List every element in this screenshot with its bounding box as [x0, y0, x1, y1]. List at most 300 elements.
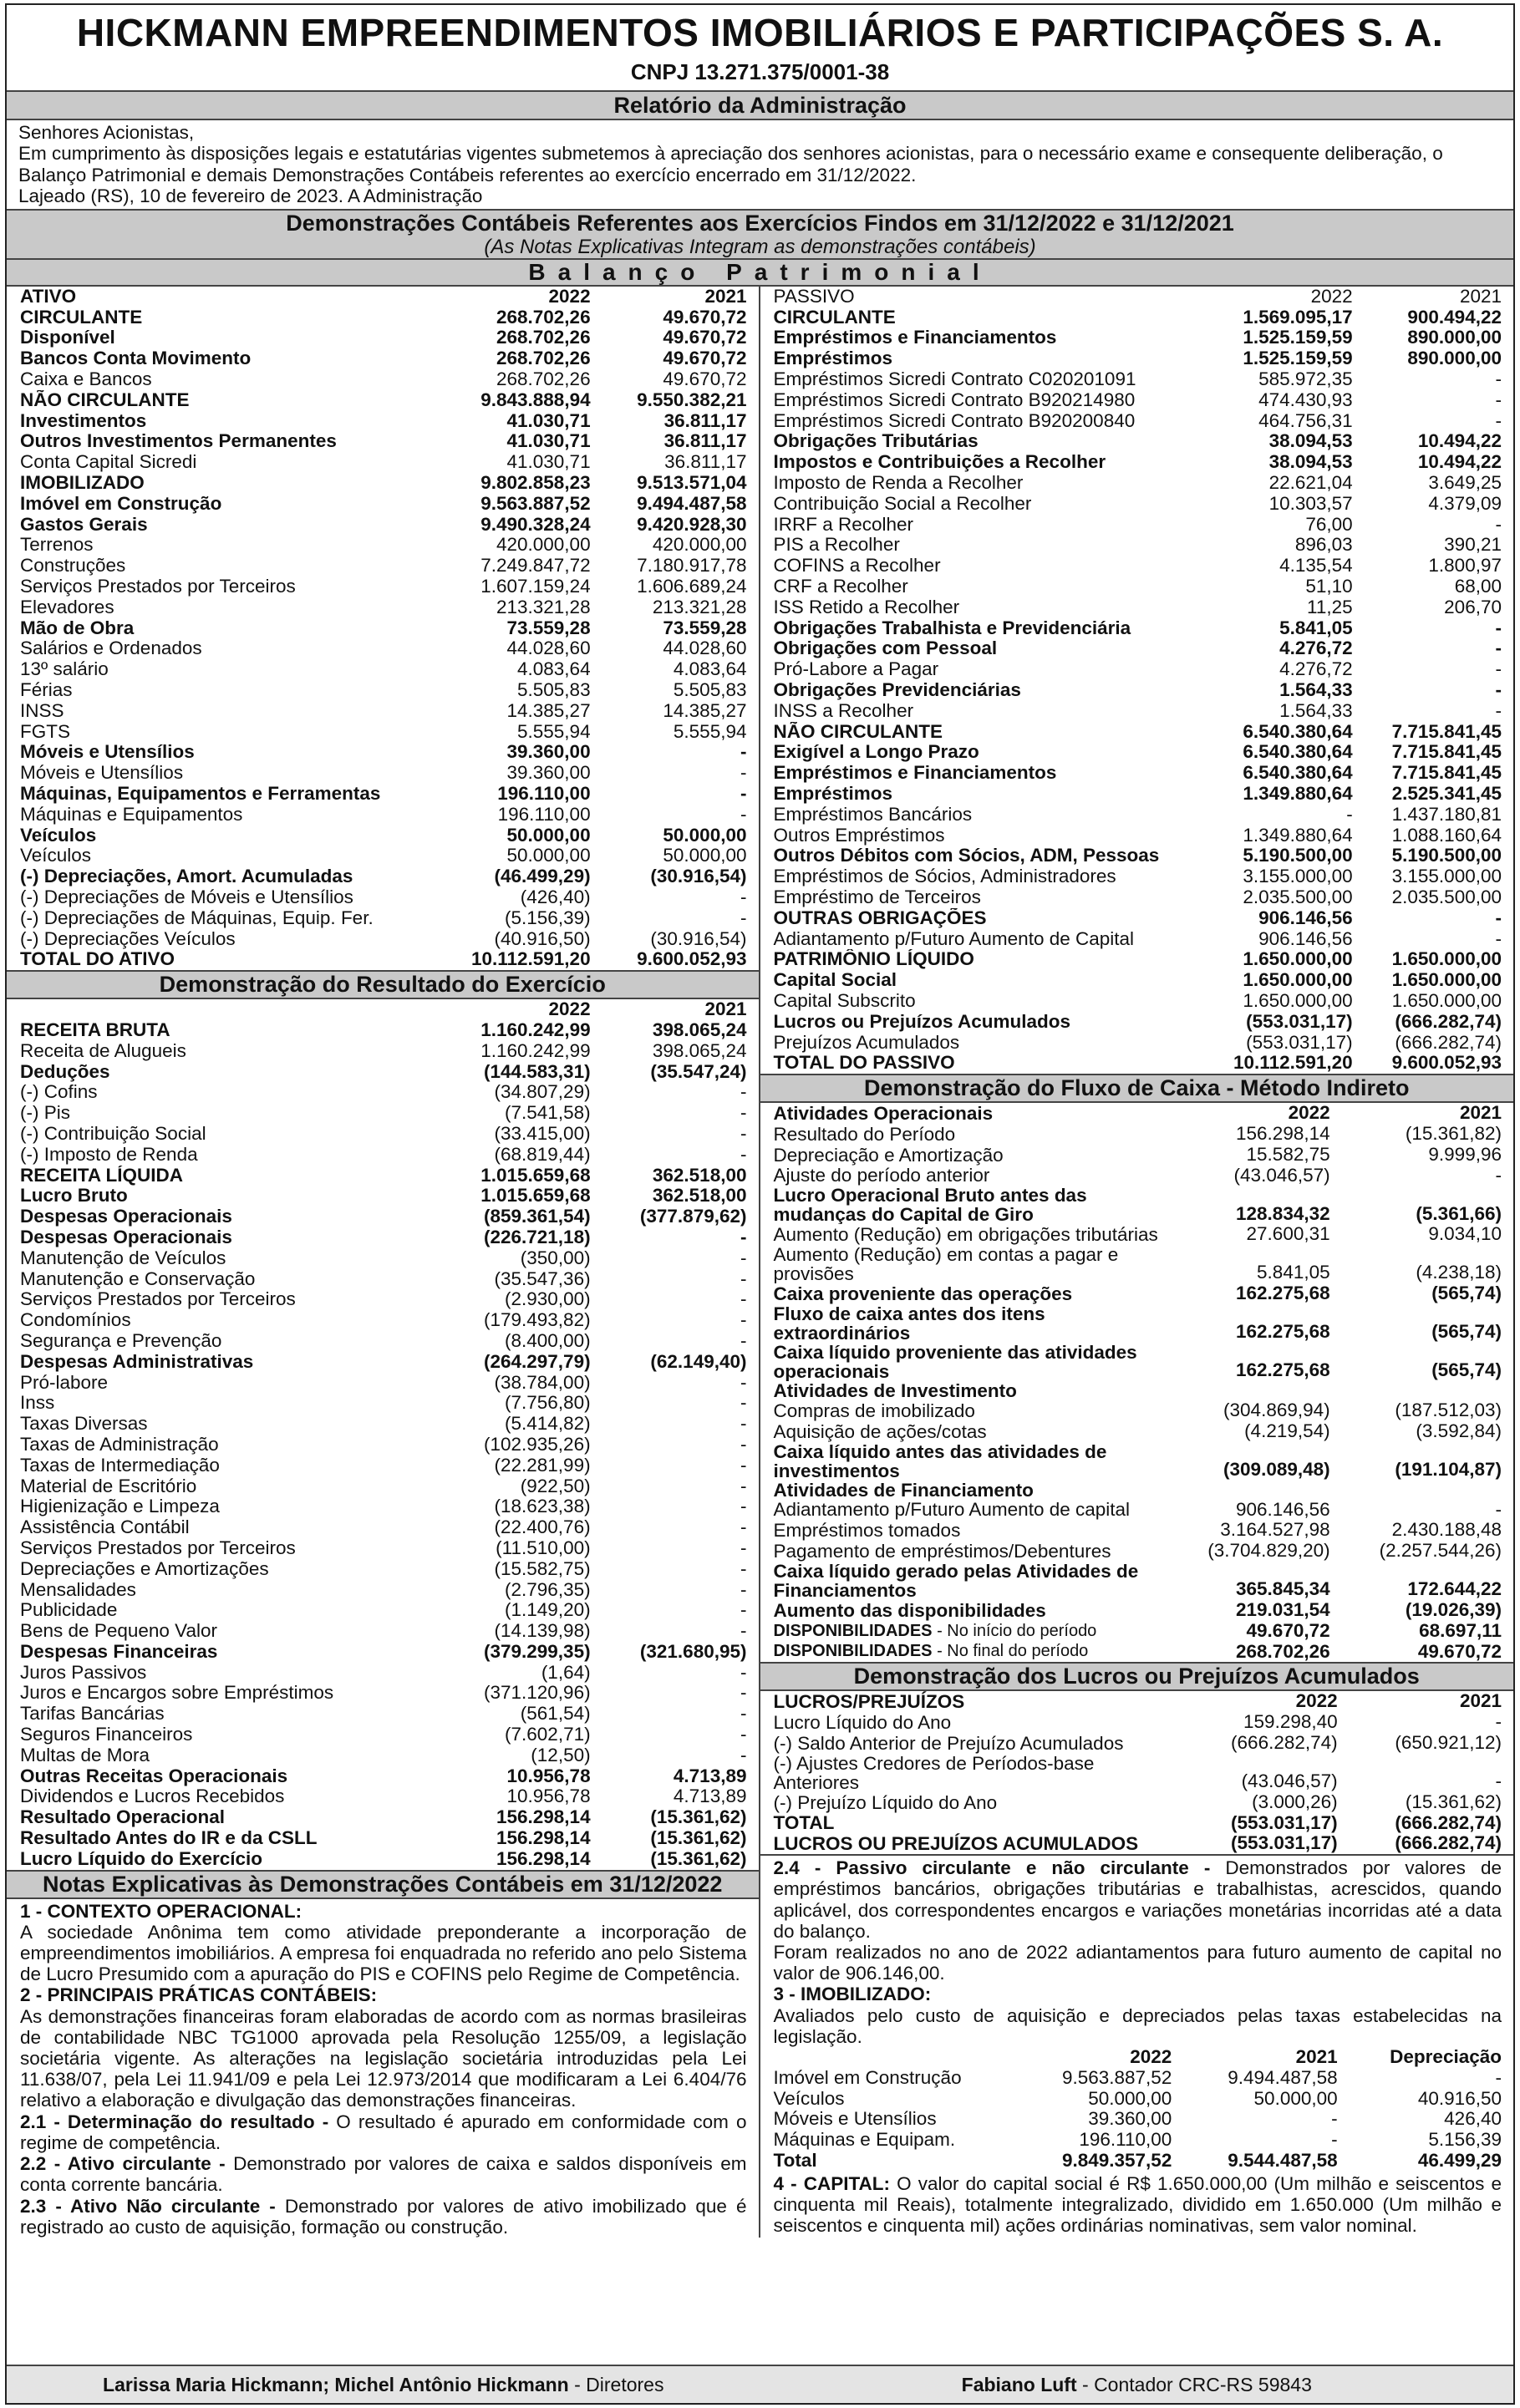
passivo-cell: 6.540.380,64 — [1243, 721, 1353, 742]
dfc-cell: Lucro Operacional Bruto antes das mudanças do Capital de Giro — [773, 1186, 1087, 1225]
dre-cell: (179.493,82) — [483, 1310, 591, 1331]
ativo-cell: 2022 — [548, 286, 591, 307]
dre-cell: (7.756,80) — [505, 1393, 591, 1414]
note-2-heading: 2 - PRINCIPAIS PRÁTICAS CONTÁBEIS: — [20, 1984, 378, 2006]
dfc-row — [760, 1186, 1514, 1224]
ativo-cell: 2021 — [704, 286, 747, 307]
ativo-cell: 7.180.917,78 — [637, 556, 747, 577]
note-2-1 — [20, 2111, 747, 2153]
dre-cell: Receita de Alugueis — [20, 1040, 186, 1061]
dre-cell: - — [740, 1082, 747, 1103]
dlpa-row — [760, 1691, 1514, 1712]
dre-cell: - — [740, 1227, 747, 1247]
passivo-row — [760, 597, 1514, 618]
dfc-table — [760, 1103, 1514, 1662]
dfc-cell: 68.697,11 — [1419, 1620, 1502, 1641]
dre-cell: 362.518,00 — [652, 1165, 747, 1186]
imob_table-cell: Máquinas e Equipam. — [773, 2130, 956, 2151]
dre-cell: (15.361,62) — [650, 1828, 747, 1849]
passivo-cell: IRRF a Recolher — [773, 514, 914, 535]
dre-row — [7, 1476, 759, 1497]
passivo-row — [760, 287, 1514, 307]
dlpa-cell: 2021 — [1459, 1691, 1502, 1712]
imob_table-cell: 196.110,00 — [1079, 2130, 1172, 2151]
dre-cell — [7, 999, 443, 1020]
dre-cell: Resultado Operacional — [20, 1807, 226, 1828]
ativo-cell: 9.494.487,58 — [637, 493, 747, 514]
ativo-row — [7, 556, 759, 577]
ativo-cell: Gastos Gerais — [20, 514, 148, 535]
ativo-cell: Construções — [20, 556, 126, 577]
dfc-cell: 9.034,10 — [1428, 1224, 1502, 1245]
dre-row — [7, 1393, 759, 1414]
dre-cell: (379.299,35) — [483, 1641, 591, 1662]
dfc-cell: Depreciação e Amortização — [773, 1144, 1004, 1166]
imob_table-cell: 9.849.357,52 — [1061, 2150, 1172, 2171]
passivo-cell: 2.035.500,00 — [1391, 887, 1502, 907]
imob_table-row — [760, 2068, 1514, 2089]
dre-cell: 10.956,78 — [506, 1765, 591, 1786]
dre-cell: - — [740, 1144, 747, 1165]
passivo-row — [760, 805, 1514, 826]
imob_table-cell: 2022 — [1130, 2046, 1172, 2067]
dre-cell: RECEITA BRUTA — [20, 1019, 170, 1040]
ativo-cell: 50.000,00 — [506, 846, 591, 866]
dre-cell: - — [740, 1455, 747, 1476]
passivo-row — [760, 431, 1514, 452]
dre-cell: Serviços Prestados por Terceiros — [20, 1289, 296, 1310]
dre-cell: - — [740, 1289, 747, 1310]
dre-row — [7, 1766, 759, 1787]
ativo-row — [7, 348, 759, 369]
ativo-cell: 9.802.858,23 — [480, 473, 591, 494]
passivo-cell: 4.276,72 — [1279, 659, 1353, 680]
passivo-row — [760, 991, 1514, 1012]
passivo-cell: (666.282,74) — [1395, 1032, 1502, 1053]
ativo-cell: (40.916,50) — [494, 928, 591, 949]
imob_table-cell: 2021 — [1295, 2046, 1338, 2067]
imob_table-cell: Depreciação — [1390, 2046, 1502, 2067]
dre-cell: 2021 — [704, 999, 747, 1020]
dre-cell: - — [740, 1725, 747, 1745]
passivo-cell: CRF a Recolher — [773, 577, 908, 597]
dfc-cell: Atividades de Financiamento — [773, 1480, 1034, 1500]
passivo-cell: 206,70 — [1444, 597, 1502, 617]
passivo-cell: 1.800,97 — [1428, 556, 1502, 577]
passivo-cell: Outros Débitos com Sócios, ADM, Pessoas — [773, 846, 1160, 866]
passivo-row — [760, 970, 1514, 991]
ativo-cell: 14.385,27 — [663, 700, 747, 721]
report-body: Em cumprimento às disposições legais e estatutárias vigentes submetemos à apreciação dos senhores acionistas, para o necessário exame e consequente deliberação, o Balanço Patrimonial e demais Demonstrações Contábeis referentes ao exercício encerrado em 31/12/2022. — [18, 143, 1443, 185]
note-2-3-heading: 2.3 - Ativo Não circulante - — [20, 2195, 276, 2217]
dfc-row — [760, 1343, 1514, 1381]
dlpa-cell: LUCROS OU PREJUÍZOS ACUMULADOS — [773, 1833, 1139, 1855]
dre-cell: Juros e Encargos sobre Empréstimos — [20, 1683, 334, 1704]
ativo-row — [7, 846, 759, 866]
passivo-row — [760, 949, 1514, 970]
passivo-cell: Obrigações Previdenciárias — [773, 680, 1021, 701]
directors-signature — [7, 2374, 760, 2395]
ativo-row — [7, 805, 759, 826]
ativo-cell: 41.030,71 — [506, 410, 591, 431]
dre-row — [7, 1745, 759, 1766]
passivo-cell: TOTAL DO PASSIVO — [773, 1053, 955, 1074]
passivo-cell: Obrigações Trabalhista e Previdenciária — [773, 617, 1131, 638]
passivo-cell: 5.190.500,00 — [1391, 846, 1502, 866]
dre-row — [7, 1373, 759, 1394]
ativo-cell: 196.110,00 — [497, 804, 591, 825]
passivo-cell: 4.135,54 — [1279, 556, 1353, 577]
passivo-cell: INSS a Recolher — [773, 700, 914, 721]
dre-row — [7, 1227, 759, 1248]
ativo-row — [7, 949, 759, 970]
ativo-cell: 5.505,83 — [673, 680, 747, 701]
dre-cell: Lucro Bruto — [20, 1186, 128, 1207]
imob_table-cell: 9.494.487,58 — [1228, 2067, 1338, 2088]
dfc-cell: 49.670,72 — [1417, 1641, 1502, 1662]
ativo-cell: 49.670,72 — [663, 307, 747, 328]
dre-cell: (35.547,36) — [494, 1268, 591, 1289]
note-2-1-text: O resultado é apurado em conformidade com o regime de competência. — [20, 2111, 747, 2153]
dre-cell: 10.956,78 — [506, 1786, 591, 1807]
dre-cell: Resultado Antes do IR e da CSLL — [20, 1828, 318, 1849]
passivo-row — [760, 307, 1514, 328]
passivo-cell: ISS Retido a Recolher — [773, 597, 960, 617]
dre-cell: Mensalidades — [20, 1579, 136, 1600]
directors-names: Larissa Maria Hickmann; Michel Antônio Hickmann — [103, 2373, 569, 2395]
dfc-row — [760, 1224, 1514, 1245]
ativo-cell: Máquinas e Equipamentos — [20, 804, 243, 825]
ativo-row — [7, 680, 759, 701]
passivo-cell: Empréstimos Sicredi Contrato B920214980 — [773, 389, 1136, 410]
passivo-cell: 1.569.095,17 — [1243, 307, 1353, 328]
dre-row — [7, 1683, 759, 1704]
dre-row — [7, 1186, 759, 1207]
passivo-cell: 1.349.880,64 — [1243, 825, 1353, 846]
passivo-cell: Contribuição Social a Recolher — [773, 493, 1032, 514]
ativo-cell: 9.563.887,52 — [480, 493, 591, 514]
dfc-cell: (309.089,48) — [1223, 1458, 1330, 1480]
passivo-cell: NÃO CIRCULANTE — [773, 721, 943, 742]
accountant-name: Fabiano Luft — [961, 2373, 1077, 2395]
passivo-cell: - — [1495, 369, 1502, 390]
dfc-cell: Ajuste do período anterior — [773, 1165, 990, 1186]
publication-page — [5, 3, 1515, 2405]
dre-cell: Deduções — [20, 1061, 110, 1082]
ativo-cell: 7.249.847,72 — [480, 556, 591, 577]
passivo-cell: Imposto de Renda a Recolher — [773, 473, 1024, 494]
ativo-cell: Bancos Conta Movimento — [20, 348, 252, 369]
passivo-cell: (666.282,74) — [1395, 1011, 1502, 1032]
note-4-heading: 4 - CAPITAL: — [773, 2172, 891, 2194]
dre-row — [7, 1704, 759, 1725]
dlpa-row — [760, 1733, 1514, 1754]
dre-cell: (2.796,35) — [505, 1579, 591, 1600]
dre-cell: Depreciações e Amortizações — [20, 1558, 269, 1579]
dre-cell: (14.139,98) — [494, 1621, 591, 1642]
ativo-cell: (46.499,29) — [494, 866, 591, 887]
passivo-cell: Empréstimos — [773, 784, 893, 805]
ativo-cell: Veículos — [20, 846, 92, 866]
imob_table-row — [760, 2151, 1514, 2172]
note-2-4-heading: 2.4 - Passivo circulante e não circulante - — [773, 1857, 1211, 1879]
passivo-cell: 7.715.841,45 — [1391, 742, 1502, 763]
note-1-heading: 1 - CONTEXTO OPERACIONAL: — [20, 1900, 302, 1922]
dre-cell: Manutenção de Veículos — [20, 1247, 226, 1268]
ativo-cell: 44.028,60 — [506, 638, 591, 659]
ativo-cell: 50.000,00 — [663, 846, 747, 866]
dfc-row — [760, 1520, 1514, 1541]
passivo-cell: 474.430,93 — [1258, 389, 1353, 410]
notes-left — [7, 1899, 759, 2238]
ativo-row — [7, 287, 759, 307]
dre-cell: (264.297,79) — [483, 1351, 591, 1372]
dlpa-cell: - — [1495, 1712, 1502, 1733]
dfc-cell: 906.146,56 — [1236, 1499, 1330, 1520]
passivo-cell: Exigível a Longo Prazo — [773, 742, 979, 763]
ativo-cell: 420.000,00 — [652, 535, 747, 556]
passivo-cell: 68,00 — [1454, 577, 1502, 597]
passivo-cell: 890.000,00 — [1407, 348, 1502, 369]
passivo-row — [760, 369, 1514, 390]
dfc-cell: (565,74) — [1431, 1321, 1502, 1343]
dlpa-cell: (650.921,12) — [1395, 1732, 1502, 1753]
dfc-cell: (4.238,18) — [1416, 1262, 1502, 1283]
dre-cell: (-) Cofins — [20, 1082, 98, 1103]
dre-cell: - — [740, 1704, 747, 1725]
ativo-cell: 14.385,27 — [506, 700, 591, 721]
dre-cell: Assistência Contábil — [20, 1517, 190, 1538]
passivo-row — [760, 763, 1514, 784]
passivo-cell: 22.621,04 — [1268, 473, 1353, 494]
passivo-row — [760, 659, 1514, 680]
dfc-cell: Pagamento de empréstimos/Debentures — [773, 1541, 1111, 1562]
dre-cell: (18.623,38) — [494, 1496, 591, 1517]
dfc-cell: DISPONIBILIDADES - No final do período — [773, 1642, 1089, 1661]
dlpa-cell: (43.046,57) — [1241, 1770, 1338, 1791]
passivo-cell: - — [1495, 638, 1502, 659]
dre-cell: (144.583,31) — [483, 1061, 591, 1082]
passivo-cell: - — [1495, 514, 1502, 535]
note-2-2 — [20, 2153, 747, 2195]
imob_table-cell: 50.000,00 — [1088, 2088, 1172, 2109]
ativo-cell: 268.702,26 — [496, 348, 591, 369]
passivo-cell: 1.088.160,64 — [1391, 825, 1502, 846]
passivo-cell: Obrigações com Pessoal — [773, 638, 998, 659]
dre-cell: - — [740, 1268, 747, 1289]
passivo-cell: 1.525.159,59 — [1243, 328, 1353, 348]
passivo-cell: Impostos e Contribuições a Recolher — [773, 452, 1106, 473]
passivo-row — [760, 846, 1514, 866]
ativo-cell: TOTAL DO ATIVO — [20, 949, 175, 970]
dlpa-cell: (553.031,17) — [1231, 1812, 1338, 1833]
dre-row — [7, 1807, 759, 1828]
dre-row — [7, 1310, 759, 1331]
dre-cell: Material de Escritório — [20, 1476, 197, 1496]
ativo-cell: Salários e Ordenados — [20, 638, 202, 659]
passivo-row — [760, 515, 1514, 536]
ativo-cell: 73.559,28 — [506, 617, 591, 638]
ativo-cell: 268.702,26 — [496, 307, 591, 328]
imob_table-row — [760, 2047, 1514, 2068]
dre-row — [7, 1414, 759, 1435]
dre-row — [7, 1269, 759, 1290]
imob_table-cell: 9.563.887,52 — [1061, 2067, 1172, 2088]
dre-cell: - — [740, 1537, 747, 1558]
passivo-cell: 906.146,56 — [1258, 907, 1353, 928]
passivo-row — [760, 866, 1514, 887]
dfc-cell: (4.219,54) — [1244, 1420, 1330, 1441]
dre-title: Demonstração do Resultado do Exercício — [7, 970, 759, 999]
dre-row — [7, 1580, 759, 1601]
ativo-cell: 44.028,60 — [663, 638, 747, 659]
passivo-cell: Empréstimos Bancários — [773, 804, 973, 825]
ativo-cell: 9.600.052,93 — [637, 949, 747, 970]
passivo-row — [760, 328, 1514, 348]
ativo-cell: - — [740, 742, 747, 763]
passivo-cell: (553.031,17) — [1246, 1032, 1353, 1053]
dfc-cell: (2.257.544,26) — [1379, 1541, 1502, 1562]
dre-row — [7, 1166, 759, 1186]
dre-cell: 1.015.659,68 — [480, 1186, 591, 1207]
passivo-cell: 38.094,53 — [1268, 452, 1353, 473]
passivo-cell: 7.715.841,45 — [1391, 763, 1502, 784]
imob_table-cell: 39.360,00 — [1088, 2109, 1172, 2130]
dfc-cell: 156.298,14 — [1236, 1123, 1330, 1144]
dfc-cell: 2021 — [1459, 1103, 1502, 1124]
passivo-cell: Empréstimos — [773, 348, 893, 369]
dfc-row — [760, 1562, 1514, 1600]
dfc-row — [760, 1500, 1514, 1521]
dre-cell: Tarifas Bancárias — [20, 1704, 165, 1725]
dre-cell: - — [740, 1579, 747, 1600]
passivo-cell: 390,21 — [1444, 535, 1502, 556]
dfc-row — [760, 1400, 1514, 1421]
passivo-cell: Lucros ou Prejuízos Acumulados — [773, 1011, 1070, 1032]
ativo-cell: 39.360,00 — [506, 742, 591, 763]
dre-cell: 4.713,89 — [673, 1765, 747, 1786]
dre-cell: - — [740, 1662, 747, 1683]
dre-cell: (15.361,62) — [650, 1807, 747, 1828]
dre-row — [7, 1103, 759, 1124]
note-2-2-heading: 2.2 - Ativo circulante - — [20, 2153, 226, 2175]
passivo-cell: 1.525.159,59 — [1243, 348, 1353, 369]
dfc-cell: 162.275,68 — [1236, 1283, 1330, 1304]
dfc-cell: Caixa líquido proveniente das atividades operacionais — [773, 1342, 1137, 1381]
passivo-cell: Pró-Labore a Pagar — [773, 659, 939, 680]
dfc-cell: (15.361,82) — [1405, 1123, 1502, 1144]
dfc-cell: 162.275,68 — [1236, 1359, 1330, 1381]
passivo-row — [760, 618, 1514, 639]
passivo-cell: - — [1495, 928, 1502, 949]
dre-cell: (102.935,26) — [483, 1434, 591, 1455]
ativo-cell: Elevadores — [20, 597, 114, 617]
dre-cell: (226.721,18) — [483, 1227, 591, 1247]
dfc-row — [760, 1245, 1514, 1283]
passivo-row — [760, 348, 1514, 369]
dre-cell: (33.415,00) — [494, 1123, 591, 1144]
passivo-row — [760, 929, 1514, 950]
ativo-cell: 41.030,71 — [506, 431, 591, 452]
passivo-cell: 890.000,00 — [1407, 328, 1502, 348]
dre-cell: (15.582,75) — [494, 1558, 591, 1579]
dre-cell: - — [740, 1393, 747, 1414]
dre-cell: (68.819,44) — [494, 1144, 591, 1165]
dre-cell: (-) Contribuição Social — [20, 1123, 206, 1144]
dre-cell: Juros Passivos — [20, 1662, 147, 1683]
imob_table-cell: Veículos — [773, 2088, 845, 2109]
ativo-cell: 213.321,28 — [652, 597, 747, 617]
ativo-row — [7, 742, 759, 763]
dre-row — [7, 1082, 759, 1103]
accountant-role: - Contador CRC-RS 59843 — [1076, 2373, 1312, 2395]
dre-cell: 156.298,14 — [496, 1848, 591, 1869]
dre-row — [7, 1786, 759, 1807]
passivo-cell: 4.379,09 — [1428, 493, 1502, 514]
dre-cell: (371.120,96) — [483, 1683, 591, 1704]
dre-row — [7, 1207, 759, 1227]
ativo-row — [7, 494, 759, 515]
statements-title: Demonstrações Contábeis Referentes aos Exercícios Findos em 31/12/2022 e 31/12/2021 — [7, 209, 1513, 236]
dre-cell: Bens de Pequeno Valor — [20, 1621, 218, 1642]
dfc-cell: Compras de imobilizado — [773, 1400, 975, 1421]
dre-cell: Inss — [20, 1393, 55, 1414]
dre-row — [7, 1517, 759, 1538]
dre-cell: (11.510,00) — [496, 1537, 591, 1558]
ativo-cell: NÃO CIRCULANTE — [20, 389, 190, 410]
administration-report — [7, 120, 1513, 209]
passivo-cell: COFINS a Recolher — [773, 556, 941, 577]
dfc-cell: 219.031,54 — [1236, 1599, 1330, 1620]
passivo-cell: - — [1495, 617, 1502, 638]
ativo-row — [7, 597, 759, 618]
passivo-cell: 1.437.180,81 — [1391, 804, 1502, 825]
ativo-row — [7, 431, 759, 452]
ativo-cell: Máquinas, Equipamentos e Ferramentas — [20, 784, 381, 805]
report-signature: Lajeado (RS), 10 de fevereiro de 2023. A Administração — [18, 185, 483, 207]
passivo-cell: 585.972,35 — [1258, 369, 1353, 390]
dfc-cell: (565,74) — [1431, 1283, 1502, 1304]
dre-cell: Taxas Diversas — [20, 1414, 148, 1435]
dlpa-row — [760, 1754, 1514, 1792]
passivo-cell: - — [1495, 659, 1502, 680]
dre-cell: (1.149,20) — [505, 1600, 591, 1621]
dfc-cell: Fluxo de caixa antes dos itens extraordinários — [773, 1303, 1045, 1343]
passivo-cell: 2.035.500,00 — [1243, 887, 1353, 907]
passivo-row — [760, 784, 1514, 805]
passivo-cell: 900.494,22 — [1407, 307, 1502, 328]
dre-cell: - — [740, 1123, 747, 1144]
dre-cell: - — [740, 1310, 747, 1331]
dre-cell: - — [740, 1558, 747, 1579]
ativo-row — [7, 908, 759, 929]
dfc-cell: Caixa proveniente das operações — [773, 1283, 1073, 1304]
ativo-cell: (5.156,39) — [505, 907, 591, 928]
dre-cell: Manutenção e Conservação — [20, 1268, 256, 1289]
dlpa-cell: (3.000,26) — [1252, 1791, 1338, 1812]
dre-row — [7, 1600, 759, 1621]
passivo-cell: 1.650.000,00 — [1391, 970, 1502, 991]
dlpa-cell: 159.298,40 — [1243, 1712, 1338, 1733]
dre-cell: Multas de Mora — [20, 1745, 150, 1765]
dre-cell: Publicidade — [20, 1600, 118, 1621]
passivo-cell: - — [1495, 907, 1502, 928]
dre-cell: Higienização e Limpeza — [20, 1496, 220, 1517]
passivo-row — [760, 826, 1514, 846]
dlpa-row — [760, 1833, 1514, 1854]
dre-row — [7, 1248, 759, 1269]
dre-cell: (62.149,40) — [650, 1351, 747, 1372]
